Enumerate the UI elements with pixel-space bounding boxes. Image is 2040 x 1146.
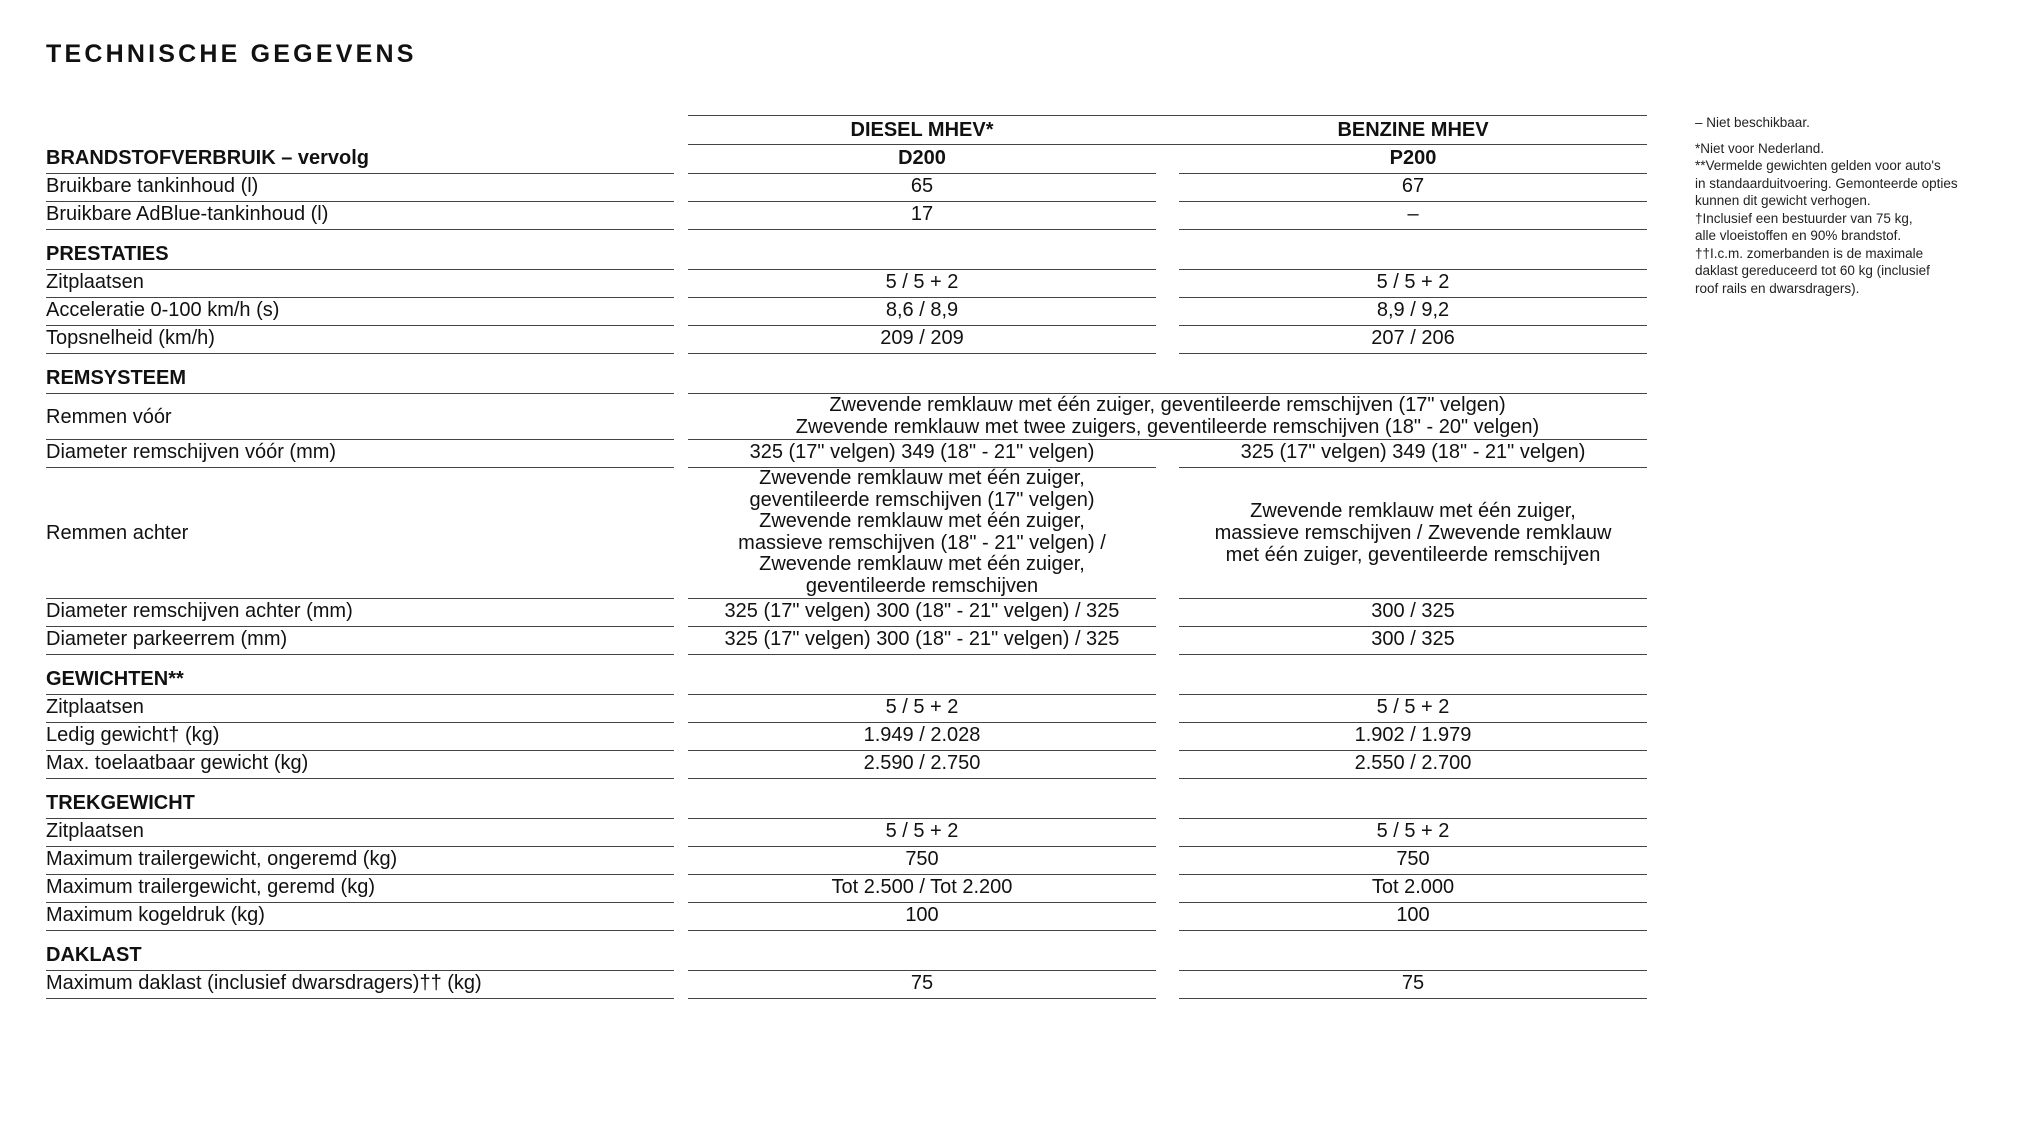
section-heading: TREKGEWICHT [46,791,674,819]
row-label: Remmen vóór [46,394,674,440]
section-heading: PRESTATIES [46,242,674,270]
row-value-d200: 750 [688,847,1156,875]
table-row-remmen-achter [0,468,1700,599]
table-row [0,627,1700,655]
row-value-p200: 5 / 5 + 2 [1179,819,1647,847]
column-group-diesel: DIESEL MHEV* [850,119,994,141]
column-group-benzine: BENZINE MHEV [1337,119,1489,141]
row-value-d200: 17 [688,202,1156,230]
row-label: Zitplaatsen [46,819,674,847]
section-empty-cell [688,242,1156,270]
table-row [0,270,1700,298]
table-row [0,202,1700,230]
row-label: Ledig gewicht† (kg) [46,723,674,751]
row-value-p200: 67 [1179,174,1647,202]
remmen-achter-line: geventileerde remschijven (17" velgen) [749,488,1095,511]
row-value-p200: 1.902 / 1.979 [1179,723,1647,751]
row-value-d200: 65 [688,174,1156,202]
table-row-remmen-voor [0,394,1700,440]
row-value-p200: 100 [1179,903,1647,931]
row-value-d200: 75 [688,971,1156,999]
remmen-achter-line: Zwevende remklauw met één zuiger, [759,467,1085,489]
section-empty-cell [1179,791,1647,819]
row-label: Bruikbare tankinhoud (l) [46,174,674,202]
remmen-achter-line: massieve remschijven (18" - 21" velgen) / [738,531,1106,554]
row-value-d200: 209 / 209 [688,326,1156,354]
table-row [0,298,1700,326]
row-label: Zitplaatsen [46,695,674,723]
table-row [0,174,1700,202]
remmen-achter-line: Zwevende remklauw met één zuiger, [759,510,1085,532]
row-value-d200: Tot 2.500 / Tot 2.200 [688,875,1156,903]
row-label: Maximum daklast (inclusief dwarsdragers)†† (kg) [46,971,674,999]
section-empty-cell [688,943,1156,971]
footnote: kunnen dit gewicht verhogen. [1695,193,1871,208]
section-empty-cell [1179,667,1647,695]
table-row [0,599,1700,627]
row-value-d200: 325 (17" velgen) 300 (18" - 21" velgen) / 325 [688,627,1156,655]
row-label: Maximum kogeldruk (kg) [46,903,674,931]
row-value-p200: 2.550 / 2.700 [1179,751,1647,779]
table-row [0,971,1700,999]
row-label: Diameter parkeerrem (mm) [46,627,674,655]
table-row [0,819,1700,847]
section-heading: DAKLAST [46,943,674,971]
table-row [0,695,1700,723]
row-value-p200: 300 / 325 [1179,627,1647,655]
section-trekgewicht [0,791,1700,819]
row-value-p200: 300 / 325 [1179,599,1647,627]
row-value-p200: 5 / 5 + 2 [1179,695,1647,723]
section-brandstof [0,146,1700,174]
column-group-header [688,115,1647,145]
remmen-achter-line: Zwevende remklauw met één zuiger, [759,553,1085,575]
page-title: TECHNISCHE GEGEVENS [46,40,417,68]
table-row [0,326,1700,354]
footnote: **Vermelde gewichten gelden voor auto's [1695,158,1941,173]
footnotes [1695,114,2025,297]
table-row [0,875,1700,903]
row-value-d200: 325 (17" velgen) 349 (18" - 21" velgen) [688,440,1156,468]
row-label: Acceleratie 0-100 km/h (s) [46,298,674,326]
row-value-p200: – [1179,202,1647,230]
section-empty-cell [688,667,1156,695]
remmen-voor-line: Zwevende remklauw met één zuiger, geventileerde remschijven (17" velgen) [829,394,1506,416]
row-value-d200 [688,468,1156,599]
table-row [0,903,1700,931]
table-row [0,440,1700,468]
row-value-p200 [1179,468,1647,599]
column-sub-p200: P200 [1179,146,1647,174]
row-value-d200: 5 / 5 + 2 [688,270,1156,298]
remmen-achter-line: geventileerde remschijven [805,574,1039,597]
row-value-d200: 325 (17" velgen) 300 (18" - 21" velgen) / 325 [688,599,1156,627]
row-value-d200: 1.949 / 2.028 [688,723,1156,751]
footnote: ††I.c.m. zomerbanden is de maximale [1695,245,1924,261]
column-sub-d200: D200 [688,146,1156,174]
row-value-p200: 750 [1179,847,1647,875]
section-heading: REMSYSTEEM [46,366,674,394]
section-heading: BRANDSTOFVERBRUIK – vervolg [46,146,674,174]
section-empty-cell [688,366,1647,394]
row-value-d200: 8,6 / 8,9 [688,298,1156,326]
row-label: Remmen achter [46,468,674,599]
row-value-p200: 325 (17" velgen) 349 (18" - 21" velgen) [1179,440,1647,468]
section-empty-cell [1179,242,1647,270]
remmen-voor-line: Zwevende remklauw met twee zuigers, geventileerde remschijven (18" - 20" velgen) [795,416,1540,438]
row-label: Max. toelaatbaar gewicht (kg) [46,751,674,779]
footnote: in standaarduitvoering. Gemonteerde opties [1695,175,1958,191]
row-value-p200: 75 [1179,971,1647,999]
section-heading: GEWICHTEN** [46,667,674,695]
row-label: Maximum trailergewicht, ongeremd (kg) [46,847,674,875]
row-label: Zitplaatsen [46,270,674,298]
section-daklast [0,943,1700,971]
section-prestaties [0,242,1700,270]
section-gewichten [0,667,1700,695]
row-label: Maximum trailergewicht, geremd (kg) [46,875,674,903]
row-label: Diameter remschijven vóór (mm) [46,440,674,468]
row-value-d200: 5 / 5 + 2 [688,695,1156,723]
table-row [0,751,1700,779]
footnote: – Niet beschikbaar. [1695,115,1810,130]
row-value-p200: Tot 2.000 [1179,875,1647,903]
footnote: *Niet voor Nederland. [1695,140,1825,156]
section-empty-cell [688,791,1156,819]
section-remsysteem [0,366,1700,394]
footnote: roof rails en dwarsdragers). [1695,280,1860,296]
row-label: Diameter remschijven achter (mm) [46,599,674,627]
row-value-p200: 8,9 / 9,2 [1179,298,1647,326]
row-value-spanning [688,394,1647,440]
remmen-achter-line: met één zuiger, geventileerde remschijven [1225,544,1601,566]
section-empty-cell [1179,943,1647,971]
remmen-achter-line: Zwevende remklauw met één zuiger, [1250,500,1576,522]
remmen-achter-line: massieve remschijven / Zwevende remklauw [1214,522,1612,544]
row-label: Topsnelheid (km/h) [46,326,674,354]
row-value-d200: 2.590 / 2.750 [688,751,1156,779]
footnote: alle vloeistoffen en 90% brandstof. [1695,228,1902,243]
footnote: †Inclusief een bestuurder van 75 kg, [1695,210,1913,226]
row-value-d200: 100 [688,903,1156,931]
table-row [0,723,1700,751]
row-label: Bruikbare AdBlue-tankinhoud (l) [46,202,674,230]
row-value-p200: 5 / 5 + 2 [1179,270,1647,298]
row-value-d200: 5 / 5 + 2 [688,819,1156,847]
footnote: daklast gereduceerd tot 60 kg (inclusief [1695,263,1930,278]
table-row [0,847,1700,875]
row-value-p200: 207 / 206 [1179,326,1647,354]
